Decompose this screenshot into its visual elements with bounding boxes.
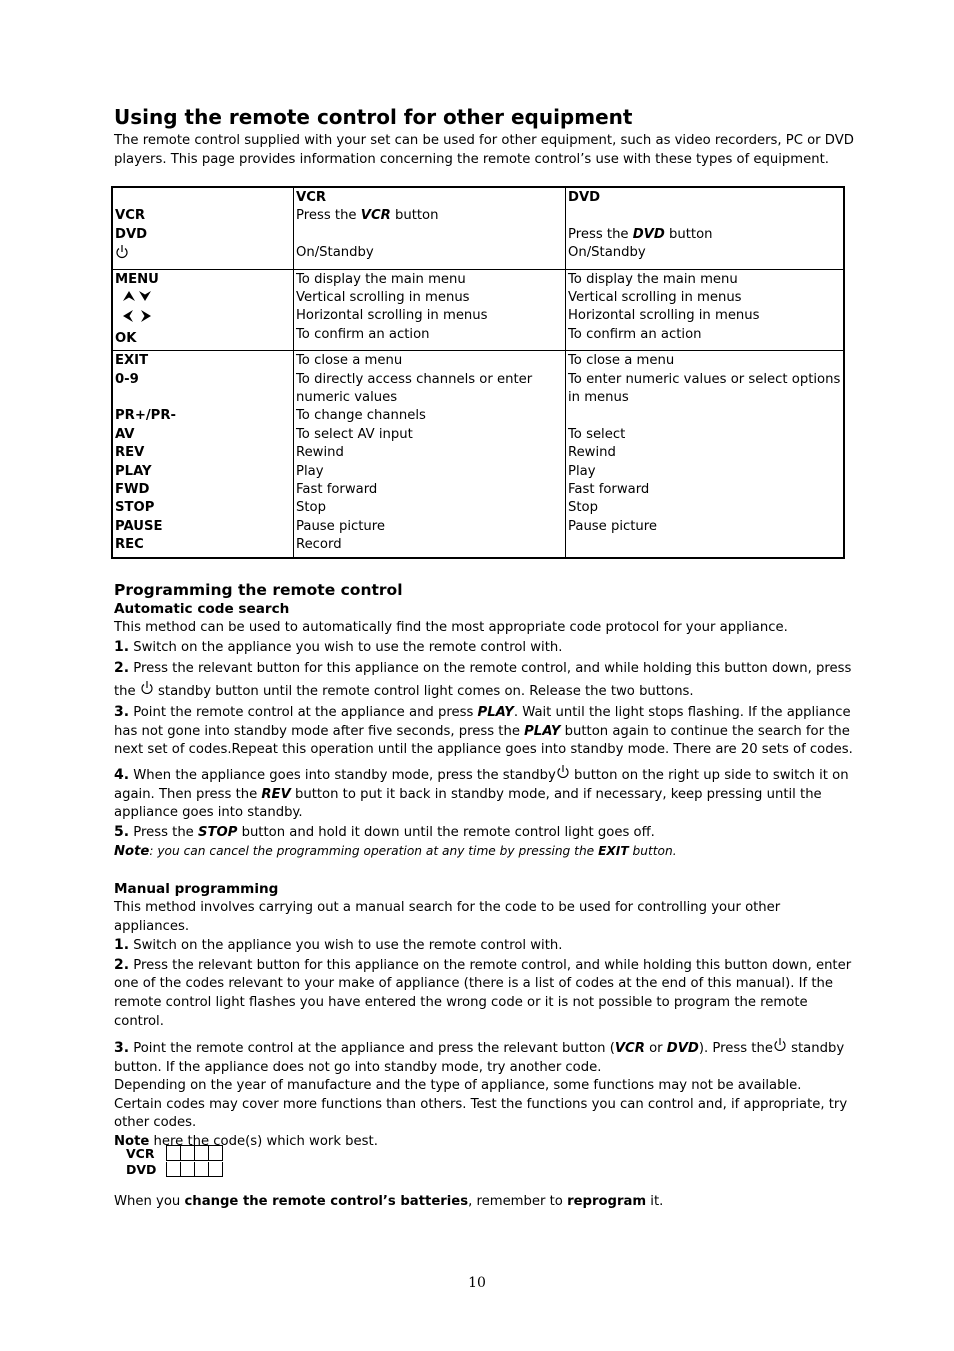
vcr-menu-desc: To display the main menu xyxy=(296,271,466,287)
page-number: 10 xyxy=(468,1275,486,1291)
manual-intro: This method involves carrying out a manual search for the code to be used for controlling your other appliances. xyxy=(114,899,781,934)
step-text: Switch on the appliance you wish to use the remote control with. xyxy=(129,938,563,954)
dvd-ok-desc: To confirm an action xyxy=(568,326,702,342)
dvd-horizontal-desc: Horizontal scrolling in menus xyxy=(568,308,760,324)
step-text: button on the right up side to switch it on again. Then press the xyxy=(114,767,849,802)
vcr-play-desc: Play xyxy=(296,463,324,479)
dvd-key-text: DVD xyxy=(666,1041,699,1057)
exit-key-text: EXIT xyxy=(598,844,629,859)
text-post: button xyxy=(664,226,713,242)
step-text: button and hold it down until the remote control light goes off. xyxy=(237,824,655,840)
dvd-cell xyxy=(566,351,845,558)
manual-step-2 xyxy=(114,956,854,1031)
step-text: Point the remote control at the appliance and press the relevant button ( xyxy=(129,1041,615,1057)
code-record-grid xyxy=(126,1145,223,1177)
arrow-left-icon xyxy=(121,309,137,323)
step-text: Press the xyxy=(129,824,198,840)
step-number: 4. xyxy=(114,766,130,783)
vcr-av-desc: To select AV input xyxy=(296,426,413,442)
manual-step-3 xyxy=(114,1037,854,1077)
vcr-cell xyxy=(294,269,566,351)
vcr-stop-desc: Stop xyxy=(296,500,326,516)
step-text: Press the relevant button for this appliance on the remote control, and while holding this button down, enter one of the codes relevant to your make of appliance (there is a list of codes at the end of this manual). If the remote control light flashes you have entered the wrong code or it is not possible to program the remote control. xyxy=(114,957,852,1029)
step-text: button again to continue the search for the next set of codes.Repeat this operation until the appliance goes into standby mode. There are 20 sets of codes. xyxy=(114,723,853,758)
arrow-down-icon xyxy=(137,289,153,303)
code-label-dvd: DVD xyxy=(126,1161,157,1177)
key-play: PLAY xyxy=(115,463,152,479)
reminder-text: , remember to xyxy=(468,1194,568,1209)
auto-step-2 xyxy=(114,657,854,703)
table-row xyxy=(112,269,844,351)
code-row-dvd xyxy=(126,1161,223,1177)
dvd-stop-desc: Stop xyxy=(568,500,598,516)
arrow-right-icon xyxy=(137,309,153,323)
dvd-exit-desc: To close a menu xyxy=(568,353,675,369)
vcr-ok-desc: To confirm an action xyxy=(296,326,430,342)
code-label-vcr: VCR xyxy=(126,1145,155,1161)
battery-reminder xyxy=(114,1192,663,1211)
auto-search-heading: Automatic code search xyxy=(114,601,290,617)
dvd-cell xyxy=(566,187,845,269)
reminder-bold: change the remote control’s batteries xyxy=(184,1194,469,1209)
dvd-pause-desc: Pause picture xyxy=(568,518,658,534)
text-vcr: VCR xyxy=(360,208,391,224)
key-av: AV xyxy=(115,426,135,442)
step-number: 3. xyxy=(114,1040,130,1057)
key-pr: PR+/PR- xyxy=(115,408,176,424)
dvd-menu-desc: To display the main menu xyxy=(568,271,738,287)
intro-text: The remote control supplied with your set can be used for other equipment, such as video recorders, PC or DVD players. This page provides information concerning the remote control’s use with these types of equipment. xyxy=(114,133,854,167)
text-pre: Press the xyxy=(296,208,361,224)
key-dvd: DVD xyxy=(115,226,148,242)
manual-heading: Manual programming xyxy=(114,880,279,897)
note-text: : you can cancel the programming operation at any time by pressing the xyxy=(149,844,599,859)
col-header-dvd: DVD xyxy=(568,190,601,205)
step-number: 2. xyxy=(114,956,130,973)
vcr-pr-desc: To change channels xyxy=(296,408,426,424)
vcr-key-text: VCR xyxy=(614,1041,645,1057)
step-text: standby button. If the appliance does not go into standby mode, try another code. xyxy=(114,1041,845,1075)
key-vcr: VCR xyxy=(115,208,146,224)
dvd-vertical-desc: Vertical scrolling in menus xyxy=(568,290,742,306)
note-label: Note xyxy=(114,844,150,860)
rev-key-text: REV xyxy=(261,786,291,802)
auto-step-5 xyxy=(114,823,854,843)
keys-cell xyxy=(112,187,294,269)
programming-heading: Programming the remote control xyxy=(114,581,403,599)
remote-functions-table xyxy=(111,186,845,559)
dvd-av-desc: To select xyxy=(568,426,626,442)
text-dvd: DVD xyxy=(632,226,665,242)
vcr-pause-desc: Pause picture xyxy=(296,518,386,534)
auto-intro: This method can be used to automatically find the most appropriate code protocol for your appliance. xyxy=(114,620,788,635)
step-text: Press the relevant button for this appliance on the remote control, and while holding this button down, press the xyxy=(114,661,852,700)
key-stop: STOP xyxy=(115,500,155,516)
code-cells xyxy=(166,1145,223,1161)
key-rev: REV xyxy=(115,445,145,461)
vcr-press-text xyxy=(296,207,563,225)
dvd-standby: On/Standby xyxy=(568,245,646,261)
vcr-standby: On/Standby xyxy=(296,245,374,261)
step-text: or xyxy=(644,1041,667,1057)
table-row xyxy=(112,187,844,269)
note-codes xyxy=(114,1133,854,1152)
key-pause: PAUSE xyxy=(115,518,163,534)
dvd-press-text xyxy=(568,226,841,244)
step-number: 1. xyxy=(114,638,130,655)
vcr-vertical-desc: Vertical scrolling in menus xyxy=(296,290,470,306)
step-text: button to put it back in standby mode, and if necessary, keep pressing until the appliance goes into standby. xyxy=(114,786,822,821)
play-key-text: PLAY xyxy=(477,705,514,721)
vcr-horizontal-desc: Horizontal scrolling in menus xyxy=(296,308,488,324)
step-text: Point the remote control at the appliance and press xyxy=(129,705,478,721)
code-cells xyxy=(166,1162,223,1177)
key-ok: OK xyxy=(115,330,137,346)
vcr-exit-desc: To close a menu xyxy=(296,353,403,369)
note-text: button. xyxy=(628,844,677,859)
programming-section xyxy=(114,580,854,1152)
vcr-cell xyxy=(294,187,566,269)
code-row-vcr xyxy=(126,1145,223,1161)
page-title: Using the remote control for other equipment xyxy=(114,105,633,129)
auto-note xyxy=(114,842,854,862)
vcr-rec-desc: Record xyxy=(296,537,342,553)
key-exit: EXIT xyxy=(115,353,149,369)
vcr-fwd-desc: Fast forward xyxy=(296,482,378,498)
note-label: Note xyxy=(114,1134,150,1150)
text-post: button xyxy=(390,208,439,224)
power-icon xyxy=(773,1037,787,1053)
text-pre: Press the xyxy=(568,226,633,242)
col-header-vcr: VCR xyxy=(296,190,327,205)
power-icon xyxy=(115,244,291,266)
vcr-cell xyxy=(294,351,566,558)
auto-step-3 xyxy=(114,703,854,760)
key-fwd: FWD xyxy=(115,482,150,498)
key-digits: 0-9 xyxy=(115,371,139,387)
key-menu: MENU xyxy=(115,271,159,287)
vcr-rev-desc: Rewind xyxy=(296,445,344,461)
reminder-text: When you xyxy=(114,1194,185,1209)
year-paragraph: Depending on the year of manufacture and the type of appliance, some functions may not be available. xyxy=(114,1078,802,1094)
keys-cell xyxy=(112,351,294,558)
keys-cell xyxy=(112,269,294,351)
arrow-up-icon xyxy=(121,289,137,303)
up-down-icons xyxy=(115,289,291,309)
dvd-fwd-desc: Fast forward xyxy=(568,482,650,498)
table-row xyxy=(112,351,844,558)
play-key-text: PLAY xyxy=(524,723,561,739)
step-number: 5. xyxy=(114,823,130,840)
stop-key-text: STOP xyxy=(198,824,238,840)
dvd-rev-desc: Rewind xyxy=(568,445,616,461)
step-number: 3. xyxy=(114,704,130,721)
left-right-icons xyxy=(115,309,291,329)
step-text: Switch on the appliance you wish to use the remote control with. xyxy=(129,639,563,655)
manual-step-1 xyxy=(114,936,854,956)
note-text: here the code(s) which work best. xyxy=(149,1134,378,1150)
dvd-cell xyxy=(566,269,845,351)
step-number: 1. xyxy=(114,937,130,954)
step-text: standby button until the remote control light comes on. Release the two buttons. xyxy=(153,684,694,700)
step-number: 2. xyxy=(114,660,130,677)
key-rec: REC xyxy=(115,537,144,553)
step-text: When the appliance goes into standby mode, press the standby xyxy=(129,767,556,783)
vcr-digits-desc: To directly access channels or enter numeric values xyxy=(296,371,533,406)
certain-codes-paragraph: Certain codes may cover more functions than others. Test the functions you can control and, if appropriate, try other codes. xyxy=(114,1096,848,1131)
power-icon xyxy=(556,764,570,780)
auto-step-4 xyxy=(114,764,854,823)
page-header xyxy=(114,104,854,169)
step-text: . Wait until the light stops flashing. If the appliance has not gone into standby mode after five seconds, press the xyxy=(114,705,851,739)
reminder-text: it. xyxy=(646,1194,664,1209)
auto-step-1 xyxy=(114,638,854,658)
dvd-digits-desc: To enter numeric values or select options in menus xyxy=(568,371,841,406)
step-text: ). Press the xyxy=(698,1041,773,1057)
dvd-play-desc: Play xyxy=(568,463,596,479)
reminder-bold: reprogram xyxy=(567,1194,647,1209)
power-icon xyxy=(140,680,154,696)
